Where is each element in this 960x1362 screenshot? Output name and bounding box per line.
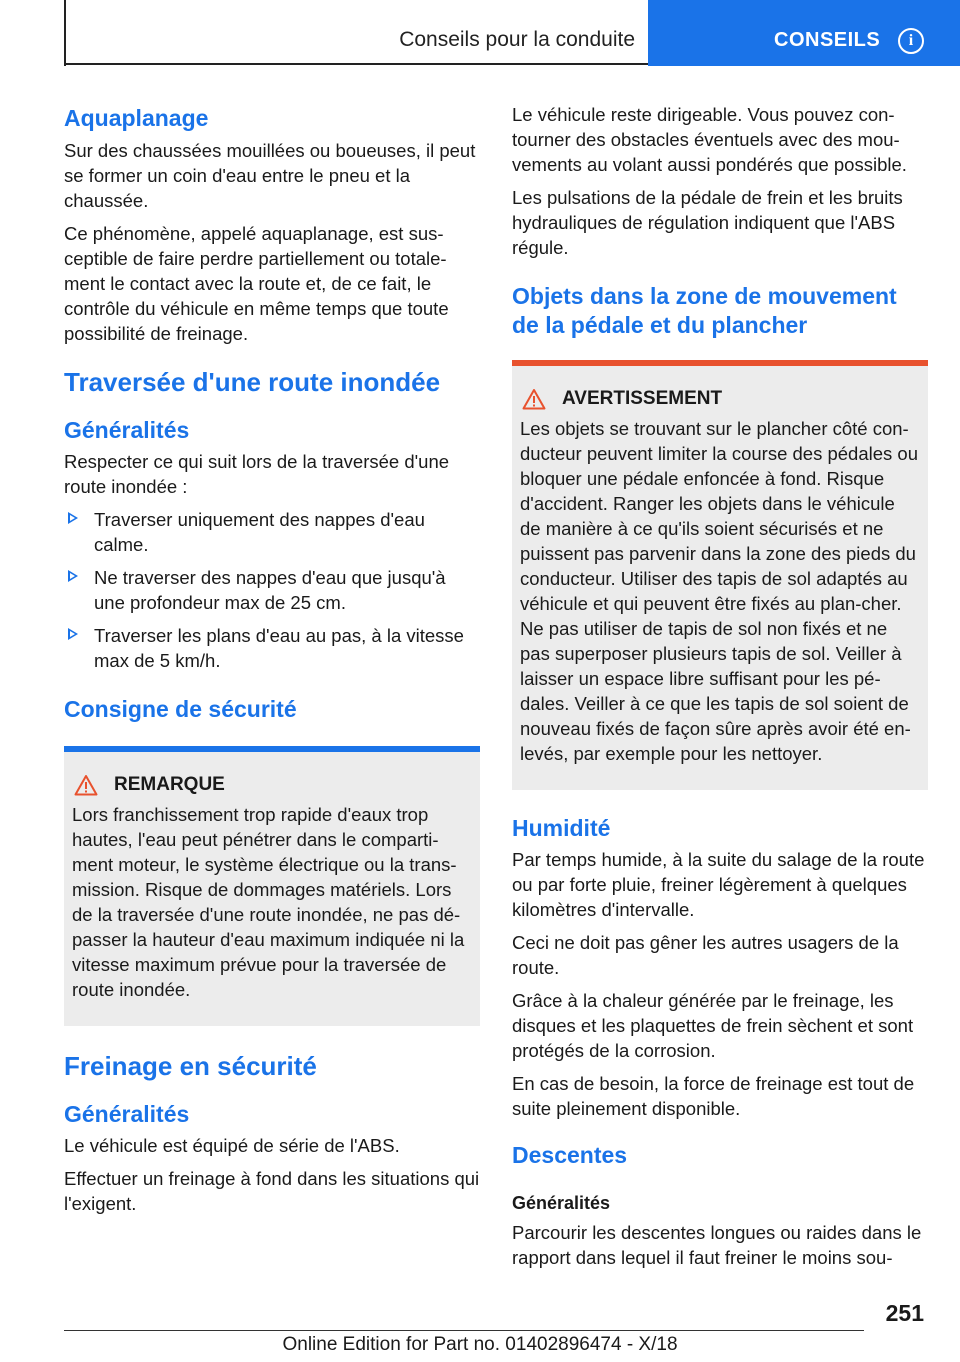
subsection-title-generalites: Généralités <box>64 1101 190 1127</box>
warning-box-header <box>520 386 920 412</box>
section-title-traversee: Traversée d'une route inondée <box>64 367 441 397</box>
paragraph: Respecter ce qui suit lors de la traversée d'une route inondée : <box>64 451 450 497</box>
paragraph: Le véhicule reste dirigeable. Vous pouvez con-tourner des obstacles éventuels avec des mou-vements au volant aussi pondérés que possible. <box>512 104 907 175</box>
page-header <box>0 0 960 66</box>
paragraph: Ce phénomène, appelé aquaplanage, est sus-ceptible de faire perdre partiellement ou totale-ment le contact avec la route et, de ce fait, le contrôle du véhicule en même temps que toute possibilité de freinage. <box>64 223 449 344</box>
paragraph: Effectuer un freinage à fond dans les situations qui l'exigent. <box>64 1168 480 1214</box>
subsection-title-descentes: Descentes <box>512 1142 628 1168</box>
info-icon[interactable]: i <box>898 28 924 54</box>
warning-box-text: Les objets se trouvant sur le plancher côté con-ducteur peuvent limiter la course des pédales ou bloquer une pédale enfoncée à fond. Risque d'accident. Ranger les objets dans le véhicule de manière à ce qu'ils soient sécurisés et ne puissent pas parvenir dans la zone des pieds du conducteur. Utiliser des tapis de sol adaptés au véhicule et qui peuvent être fixés au plan-cher. Ne pas utiliser de tapis de sol non fixés et ne pas superposer plusieurs tapis de sol. Veiller à laisser un espace libre suffisant pour les pé-dales. Veiller à ce que les tapis de sol soient de nouveau fixés de façon sûre après avoir été en-levés, par exemple pour les nettoyer. <box>520 418 918 764</box>
footer-rule <box>64 1330 864 1331</box>
triangle-bullet-icon <box>68 512 78 524</box>
right-column <box>512 102 928 1270</box>
paragraph: Les pulsations de la pédale de frein et les bruits hydrauliques de régulation indiquent que l'ABS régule. <box>512 187 903 258</box>
warning-triangle-icon <box>522 388 546 410</box>
footer-edition: Online Edition for Part no. 01402896474 - X/18 <box>282 1334 678 1355</box>
warning-box <box>512 360 928 790</box>
header-left-rule <box>64 0 66 66</box>
section-title-aquaplanage: Aquaplanage <box>64 105 209 131</box>
note-box <box>64 746 480 1026</box>
list-item-text: Traverser les plans d'eau au pas, à la vitesse max de 5 km/h. <box>94 625 464 671</box>
paragraph: Ceci ne doit pas gêner les autres usagers de la route. <box>512 932 899 978</box>
subsection-title-generalites: Généralités <box>64 417 190 443</box>
paragraph: Le véhicule est équipé de série de l'ABS. <box>64 1135 400 1156</box>
list-item <box>64 507 480 557</box>
header-bottom-rule <box>64 63 648 65</box>
paragraph: Parcourir les descentes longues ou raides dans le rapport dans lequel il faut freiner le moins sou- <box>512 1222 922 1268</box>
paragraph: En cas de besoin, la force de freinage est tout de suite pleinement disponible. <box>512 1073 915 1119</box>
left-column <box>64 102 480 1216</box>
warning-triangle-icon <box>74 774 98 796</box>
note-box-text: Lors franchissement trop rapide d'eaux trop hautes, l'eau peut pénétrer dans le comparti-ment moteur, le système électrique ou la trans-mission. Risque de dommages matériels. Lors de la traversée d'une route inondée, ne pas dé-passer la hauteur d'eau maximum indiquée ni la vitesse maximum prévue pour la traversée de route inondée. <box>72 804 465 1000</box>
note-box-header <box>72 772 472 798</box>
page-number: 251 <box>885 1300 924 1326</box>
triangle-bullet-icon <box>68 570 78 582</box>
list-item <box>64 623 480 673</box>
section-title-freinage: Freinage en sécurité <box>64 1051 317 1081</box>
paragraph: Sur des chaussées mouillées ou boueuses, il peut se former un coin d'eau entre le pneu et la chaussée. <box>64 140 476 211</box>
list-item <box>64 565 480 615</box>
triangle-bullet-icon <box>68 628 78 640</box>
subsubsection-title-generalites: Généralités <box>512 1193 611 1213</box>
list-item-text: Ne traverser des nappes d'eau que jusqu'à une profondeur max de 25 cm. <box>94 567 446 613</box>
paragraph: Par temps humide, à la suite du salage de la route ou par forte pluie, freiner légèrement à quelques kilomètres d'intervalle. <box>512 849 925 920</box>
header-section-title: Conseils pour la conduite <box>399 28 635 51</box>
paragraph: Grâce à la chaleur générée par le freinage, les disques et les plaquettes de frein sèchent et sont protégés de la corrosion. <box>512 990 914 1061</box>
note-box-title: REMARQUE <box>114 774 225 795</box>
subsection-title-objets: Objets dans la zone de mouvement de la pédale et du plancher <box>512 283 897 338</box>
subsection-title-humidite: Humidité <box>512 815 611 841</box>
list-item-text: Traverser uniquement des nappes d'eau calme. <box>94 509 425 555</box>
subsection-title-consigne: Consigne de sécurité <box>64 696 297 722</box>
tab-conseils[interactable] <box>648 0 960 66</box>
warning-box-title: AVERTISSEMENT <box>562 388 723 409</box>
tab-conseils-label: CONSEILS <box>774 29 881 51</box>
